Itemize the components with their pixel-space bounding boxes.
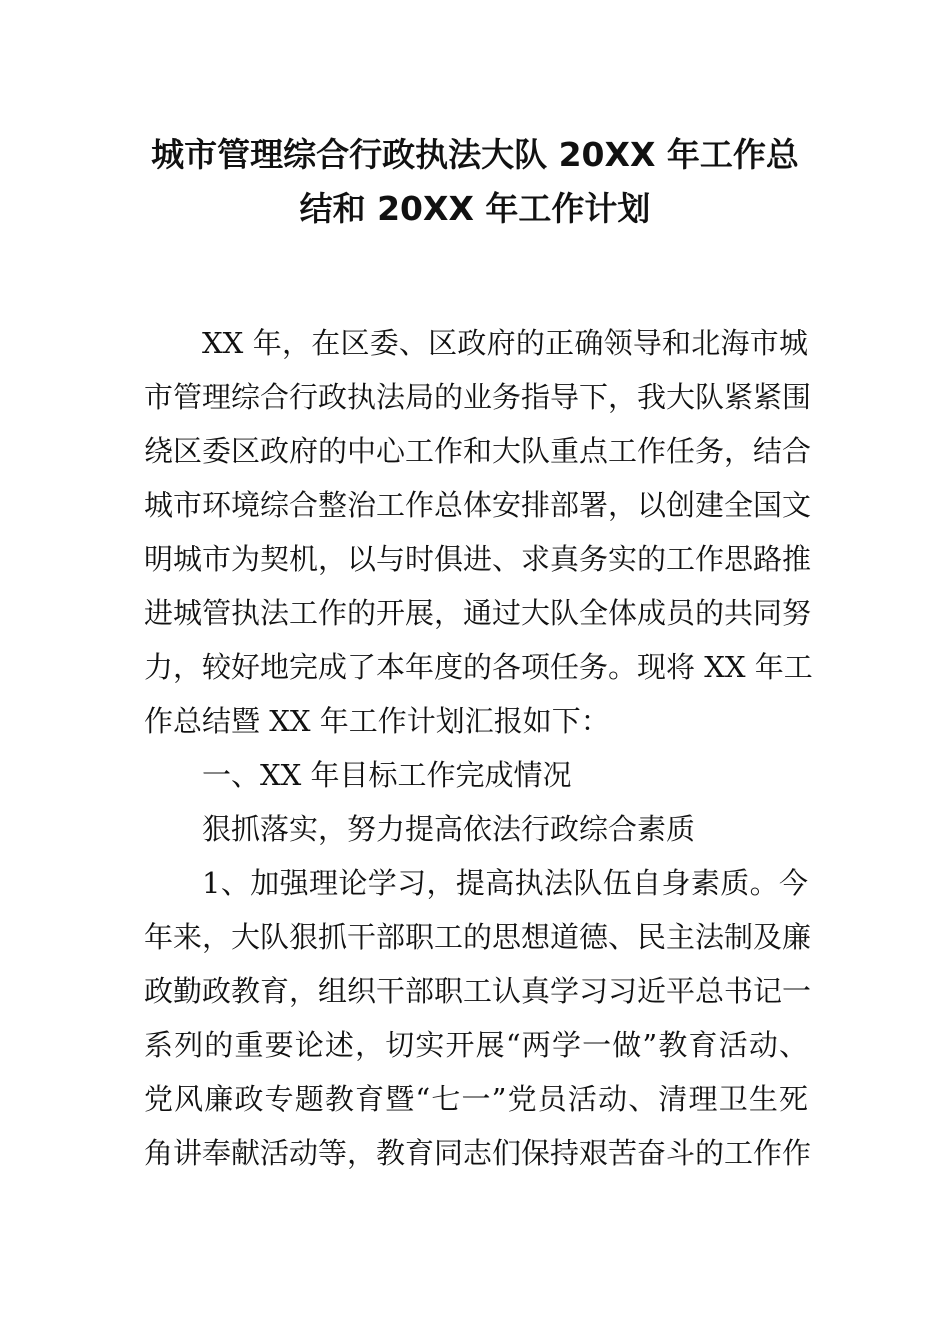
text-line: 明城市为契机，以与时俱进、求真务实的工作思路推 [144, 542, 812, 576]
document-body [144, 316, 813, 1180]
section-heading [144, 748, 808, 802]
text-line: 狠抓落实，努力提高依法行政综合素质 [202, 812, 696, 846]
text-line: 进城管执法工作的开展，通过大队全体成员的共同努 [144, 596, 812, 630]
text-line: 绕区委区政府的中心工作和大队重点工作任务，结合 [144, 434, 812, 468]
subsection-heading [144, 802, 808, 856]
text-line: 市管理综合行政执法局的业务指导下，我大队紧紧围 [144, 380, 812, 414]
paragraph-intro [144, 316, 813, 748]
paragraph-study [144, 856, 812, 1180]
text-line: 力，较好地完成了本年度的各项任务。现将 XX 年工 [144, 650, 813, 684]
text-line: 城市环境综合整治工作总体安排部署，以创建全国文 [144, 488, 812, 522]
text-line: 系列的重要论述，切实开展“两学一做”教育活动、 [144, 1028, 808, 1062]
text-line: 1、加强理论学习，提高执法队伍自身素质。今 [202, 866, 808, 900]
text-line: 作总结暨 XX 年工作计划汇报如下： [144, 704, 610, 738]
text-line: 年来，大队狠抓干部职工的思想道德、民主法制及廉 [144, 920, 812, 954]
text-line: 角讲奉献活动等，教育同志们保持艰苦奋斗的工作作 [144, 1136, 812, 1170]
title-line-2: 结和 20XX 年工作计划 [299, 189, 651, 228]
document-title [100, 128, 850, 236]
text-line: 一、XX 年目标工作完成情况 [202, 758, 572, 792]
title-line-1: 城市管理综合行政执法大队 20XX 年工作总 [151, 135, 799, 174]
text-line: XX 年，在区委、区政府的正确领导和北海市城 [202, 326, 808, 360]
text-line: 党风廉政专题教育暨“七一”党员活动、清理卫生死 [144, 1082, 808, 1116]
text-line: 政勤政教育，组织干部职工认真学习习近平总书记一 [144, 974, 812, 1008]
